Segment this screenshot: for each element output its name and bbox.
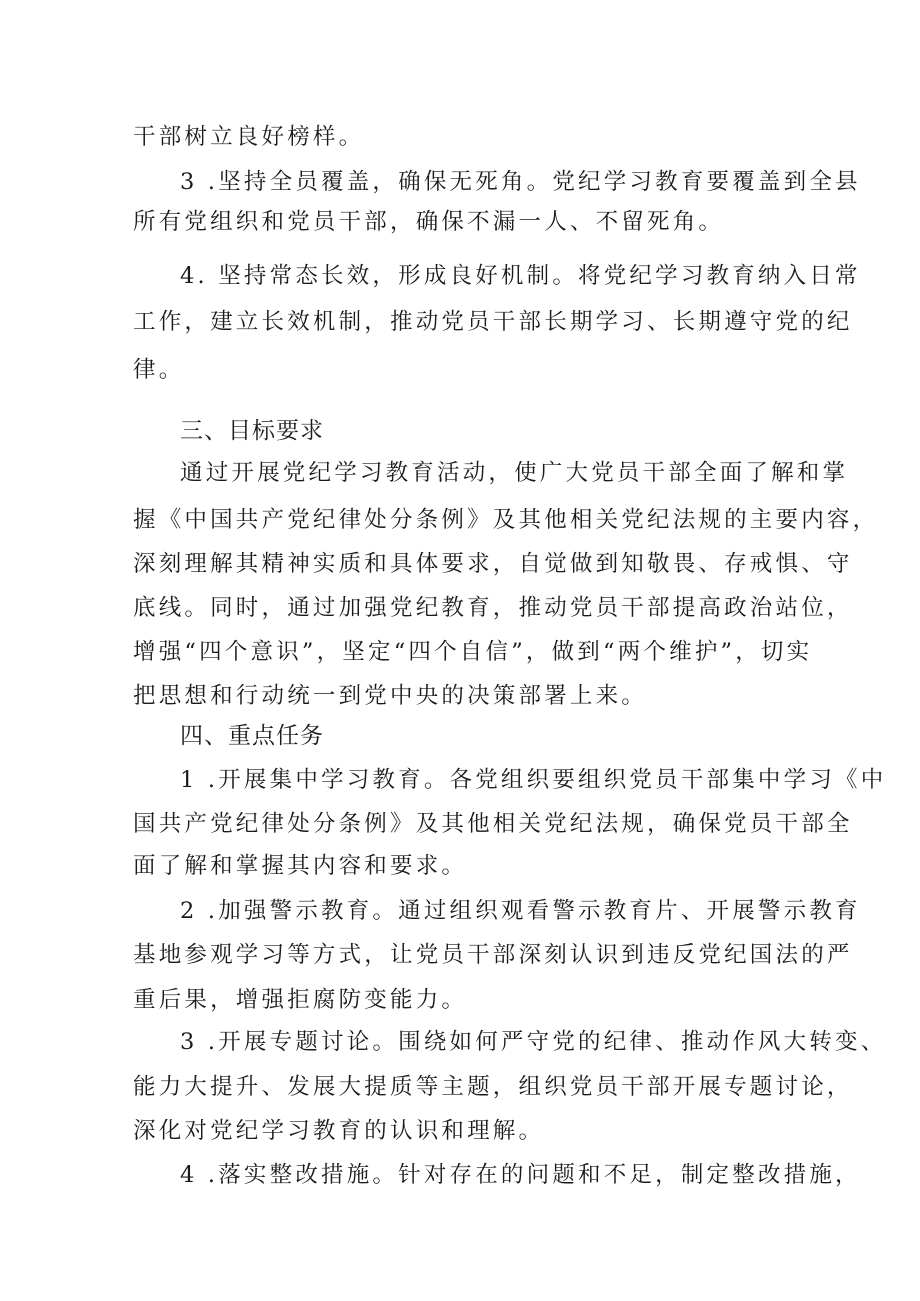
text-line: 通过开展党纪学习教育活动，使广大党员干部全面了解和掌 — [180, 460, 849, 486]
text-line: 基地参观学习等方式，让党员干部深刻认识到违反党纪国法的严 — [133, 942, 853, 968]
text-line: 3 .开展专题讨论。围绕如何严守党的纪律、推动作风大转变、 — [180, 1029, 887, 1055]
text-line: 工作，建立长效机制，推动党员干部长期学习、长期遵守党的纪 — [133, 309, 853, 335]
text-line: 所有党组织和党员干部，确保不漏一人、不留死角。 — [133, 209, 725, 235]
text-line: 面了解和掌握其内容和要求。 — [133, 853, 468, 879]
text-line: 3 .坚持全员覆盖，确保无死角。党纪学习教育要覆盖到全县 — [180, 169, 861, 195]
text-line: 握《中国共产党纪律处分条例》及其他相关党纪法规的主要内容， — [133, 507, 879, 533]
text-line: 深刻理解其精神实质和具体要求，自觉做到知敬畏、存戒惧、守 — [133, 551, 853, 577]
text-line: 增强“四个意识”，坚定“四个自信”，做到“两个维护”，切实 — [133, 639, 813, 665]
text-line: 律。 — [133, 357, 185, 383]
text-line: 4 .落实整改措施。针对存在的问题和不足，制定整改措施， — [180, 1162, 861, 1188]
text-line: 能力大提升、发展大提质等主题，组织党员干部开展专题讨论， — [133, 1074, 853, 1100]
text-line: 国共产党纪律处分条例》及其他相关党纪法规，确保党员干部全 — [133, 811, 853, 837]
text-line: 1 .开展集中学习教育。各党组织要组织党员干部集中学习《中 — [180, 767, 887, 793]
text-line: 把思想和行动统一到党中央的决策部署上来。 — [133, 683, 648, 709]
section-heading: 三、目标要求 — [180, 418, 324, 444]
text-line: 重后果，增强拒腐防变能力。 — [133, 987, 468, 1013]
section-heading: 四、重点任务 — [180, 723, 324, 749]
text-line: 4. 坚持常态长效，形成良好机制。将党纪学习教育纳入日常 — [180, 263, 861, 289]
text-line: 2 .加强警示教育。通过组织观看警示教育片、开展警示教育 — [180, 898, 861, 924]
text-line: 干部树立良好榜样。 — [133, 124, 365, 150]
text-line: 底线。同时，通过加强党纪教育，推动党员干部提高政治站位， — [133, 595, 853, 621]
text-line: 深化对党纪学习教育的认识和理解。 — [133, 1118, 545, 1144]
